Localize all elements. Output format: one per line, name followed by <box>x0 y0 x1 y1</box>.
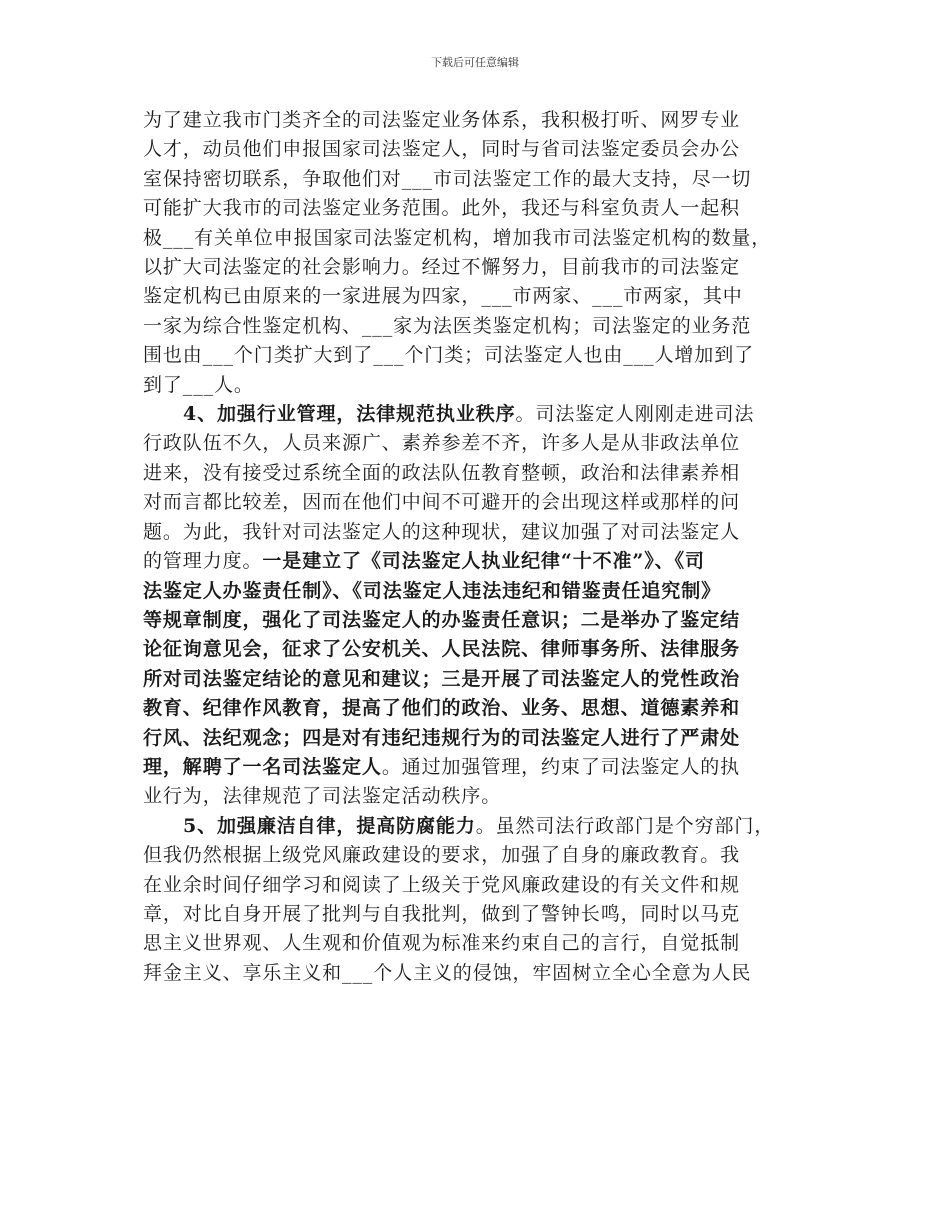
paragraph-heading: 5、加强廉洁自律，提高防腐能力 <box>183 814 476 837</box>
paragraph-text: 。司法鉴定人刚刚走进司法 行政队伍不久，人员来源广、素养参差不齐，许多人是从非政法单位 进来，没有接受过系统全面的政法队伍教育整顿，政治和法律素养相 对而言都比较差，因而在他们中间不可避开的会出现这样或那样的问 题。为此，我针对司法鉴定人的这种现状，建议加强了对司法鉴定人 的管理力度。 <box>143 403 755 573</box>
paragraph-industry-management <box>143 400 809 812</box>
paragraph-text: 。虽然司法行政部门是个穷部门， 但我仍然根据上级党风廉政建设的要求，加强了自身的廉政教育。我 在业余时间仔细学习和阅读了上级关于党风廉政建设的有关文件和规 章，对比自身开展了批判与自我批判，做到了警钟长鸣，同时以马克 思主义世界观、人生观和价值观为标准来约束自己的言行，自觉抵制 拜金主义、享乐主义和___个人主义的侵蚀，牢固树立全心全意为人民 <box>143 814 775 984</box>
paragraph-bold-text: 一是建立了《司法鉴定人执业纪律“十不准”》、《司 法鉴定人办鉴责任制》、《司法鉴定人违法违纪和错鉴责任追究制》 等规章制度，强化了司法鉴定人的办鉴责任意识；二是举办了鉴定结 论征询意见会，征求了公安机关、人民法院、律师事务所、法律服务 所对司法鉴定结论的意见和建议；三是开展了司法鉴定人的党性政治 教育、纪律作风教育，提高了他们的政治、业务、思想、道德素养和 行风、法纪观念；四是对有违纪违规行为的司法鉴定人进行了严肃处 理，解聘了一名司法鉴定人 <box>143 550 741 778</box>
paragraph-integrity <box>143 812 809 988</box>
paragraph-judicial-system: 为了建立我市门类齐全的司法鉴定业务体系，我积极打听、网罗专业 人才，动员他们申报国家司法鉴定人，同时与省司法鉴定委员会办公 室保持密切联系，争取他们对___市司法鉴定工作的最大支持，尽一切 可能扩大我市的司法鉴定业务范围。此外，我还与科室负责人一起积 极___有关单位申报国家司法鉴定机构，增加我市司法鉴定机构的数量， 以扩大司法鉴定的社会影响力。经过不懈努力，目前我市的司法鉴定 鉴定机构已由原来的一家进展为四家，___市两家、___市两家，其中 一家为综合性鉴定机构、___家为法医类鉴定机构；司法鉴定的业务范 围也由___个门类扩大到了___个门类；司法鉴定人也由___人增加到了 到了___人。 <box>143 109 772 396</box>
paragraph-heading: 4、加强行业管理，法律规范执业秩序 <box>183 403 516 426</box>
page-header: 下载后可任意编辑 <box>431 56 519 69</box>
document-body <box>143 106 809 988</box>
paragraph-text-tail: 。通过加强管理，约束了司法鉴定人的执 业行为，法律规范了司法鉴定活动秩序。 <box>143 755 741 808</box>
